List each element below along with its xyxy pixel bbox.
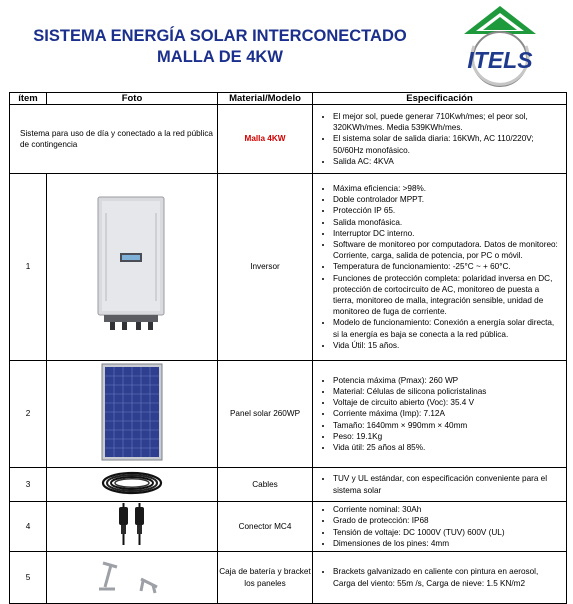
spec-item: • Temperatura de funcionamiento: -25°C ~ + 60°C. xyxy=(333,261,562,272)
specs-cell xyxy=(313,552,567,604)
spec-item: • Vida Útil: 15 años. xyxy=(333,340,562,351)
spec-item: • Salida AC: 4KVA xyxy=(333,156,562,167)
spec-item: • Material: Células de silicona policristalinas xyxy=(333,386,562,397)
spec-item: • Potencia máxima (Pmax): 260 WP xyxy=(333,375,562,386)
table-row xyxy=(10,502,567,552)
photo-cell xyxy=(47,502,218,552)
header-photo: Foto xyxy=(47,93,218,105)
spec-item: • Software de monitoreo por computadora. Datos de monitoreo: Corriente, carga, salida de potencia, por PC o móvil. xyxy=(333,239,562,261)
table-row xyxy=(10,361,567,468)
spec-list xyxy=(313,502,566,551)
summary-model: Malla 4KW xyxy=(218,105,313,174)
summary-spec-list xyxy=(313,109,566,169)
specs-cell xyxy=(313,468,567,502)
summary-description: Sistema para uso de día y conectado a la red pública de contingencia xyxy=(10,105,218,174)
itels-logo xyxy=(452,4,548,90)
mc4-connector-image xyxy=(112,503,152,547)
header-model: Material/Modelo xyxy=(218,93,313,105)
model-name: Conector MC4 xyxy=(218,502,313,552)
spec-item: • Dimensiones de los pines: 4mm xyxy=(333,538,562,549)
specification-table xyxy=(9,92,567,604)
spec-item: • TUV y UL estándar, con especificación conveniente para el sistema solar xyxy=(333,473,562,495)
photo-cell xyxy=(47,468,218,502)
spec-item: • Máxima eficiencia: >98%. xyxy=(333,183,562,194)
spec-list xyxy=(313,564,566,590)
table-row xyxy=(10,174,567,361)
specs-cell xyxy=(313,361,567,468)
inverter-image xyxy=(92,195,172,335)
table-header-row xyxy=(10,93,567,105)
item-number: 5 xyxy=(10,552,47,604)
item-number: 3 xyxy=(10,468,47,502)
spec-item: • Protección IP 65. xyxy=(333,205,562,216)
spec-item: • El sistema solar de salida diaria: 16KWh, AC 110/220V; 50/60Hz monofásico. xyxy=(333,133,562,155)
spec-item: • Voltaje de circuito abierto (Voc): 35.4 V xyxy=(333,397,562,408)
document-header xyxy=(0,0,573,92)
spec-item: • Funciones de protección completa: polaridad inversa en DC, protección de cortocircuito de AC, monitoreo de puesta a tierra, monitoreo de malla, integración sensible, unidad de monitoreo de fuga de corriente. xyxy=(333,273,562,318)
spec-item: • Brackets galvanizado en caliente con pintura en aerosol, Carga del viento: 55m /s, Carga de nieve: 1.5 KN/m2 xyxy=(333,566,562,588)
spec-list xyxy=(313,471,566,497)
model-name: Panel solar 260WP xyxy=(218,361,313,468)
header-item: ítem xyxy=(10,93,47,105)
photo-cell xyxy=(47,552,218,604)
item-number: 2 xyxy=(10,361,47,468)
title-line-1: SISTEMA ENERGÍA SOLAR INTERCONECTADO xyxy=(33,27,407,45)
photo-cell xyxy=(47,174,218,361)
logo-text: ITELS xyxy=(467,47,533,73)
brackets-image xyxy=(97,557,167,595)
spec-item: • El mejor sol, puede generar 710Kwh/mes; el peor sol, 320KWh/mes. Media 539KWh/mes. xyxy=(333,111,562,133)
photo-cell xyxy=(47,361,218,468)
specs-cell xyxy=(313,502,567,552)
spec-item: • Doble controlador MPPT. xyxy=(333,194,562,205)
specs-cell xyxy=(313,174,567,361)
spec-item: • Vida útil: 25 años al 85%. xyxy=(333,442,562,453)
model-name: Inversor xyxy=(218,174,313,361)
item-number: 4 xyxy=(10,502,47,552)
spec-item: • Salida monofásica. xyxy=(333,217,562,228)
table-row xyxy=(10,552,567,604)
model-name: Cables xyxy=(218,468,313,502)
spec-list xyxy=(313,181,566,353)
spec-item: • Interruptor DC interno. xyxy=(333,228,562,239)
header-spec: Especificación xyxy=(313,93,567,105)
solar-panel-image xyxy=(101,363,163,461)
spec-item: • Peso: 19.1Kg xyxy=(333,431,562,442)
item-number: 1 xyxy=(10,174,47,361)
spec-item: • Grado de protección: IP68 xyxy=(333,515,562,526)
spec-list xyxy=(313,373,566,455)
title-line-2: MALLA DE 4KW xyxy=(157,48,283,66)
model-name: Caja de batería y bracket los paneles xyxy=(218,552,313,604)
spec-item: • Corriente máxima (Imp): 7.12A xyxy=(333,408,562,419)
spec-item: • Tamaño: 1640mm × 990mm × 40mm xyxy=(333,420,562,431)
cable-image xyxy=(101,470,163,496)
spec-item: • Modelo de funcionamiento: Conexión a energía solar directa, si la energía es baja se conecta a la red pública. xyxy=(333,317,562,339)
spec-item: • Corriente nominal: 30Ah xyxy=(333,504,562,515)
spec-item: • Tensión de voltaje: DC 1000V (TUV) 600V (UL) xyxy=(333,527,562,538)
summary-row xyxy=(10,105,567,174)
table-row xyxy=(10,468,567,502)
document-title xyxy=(10,26,430,68)
summary-specs-cell xyxy=(313,105,567,174)
